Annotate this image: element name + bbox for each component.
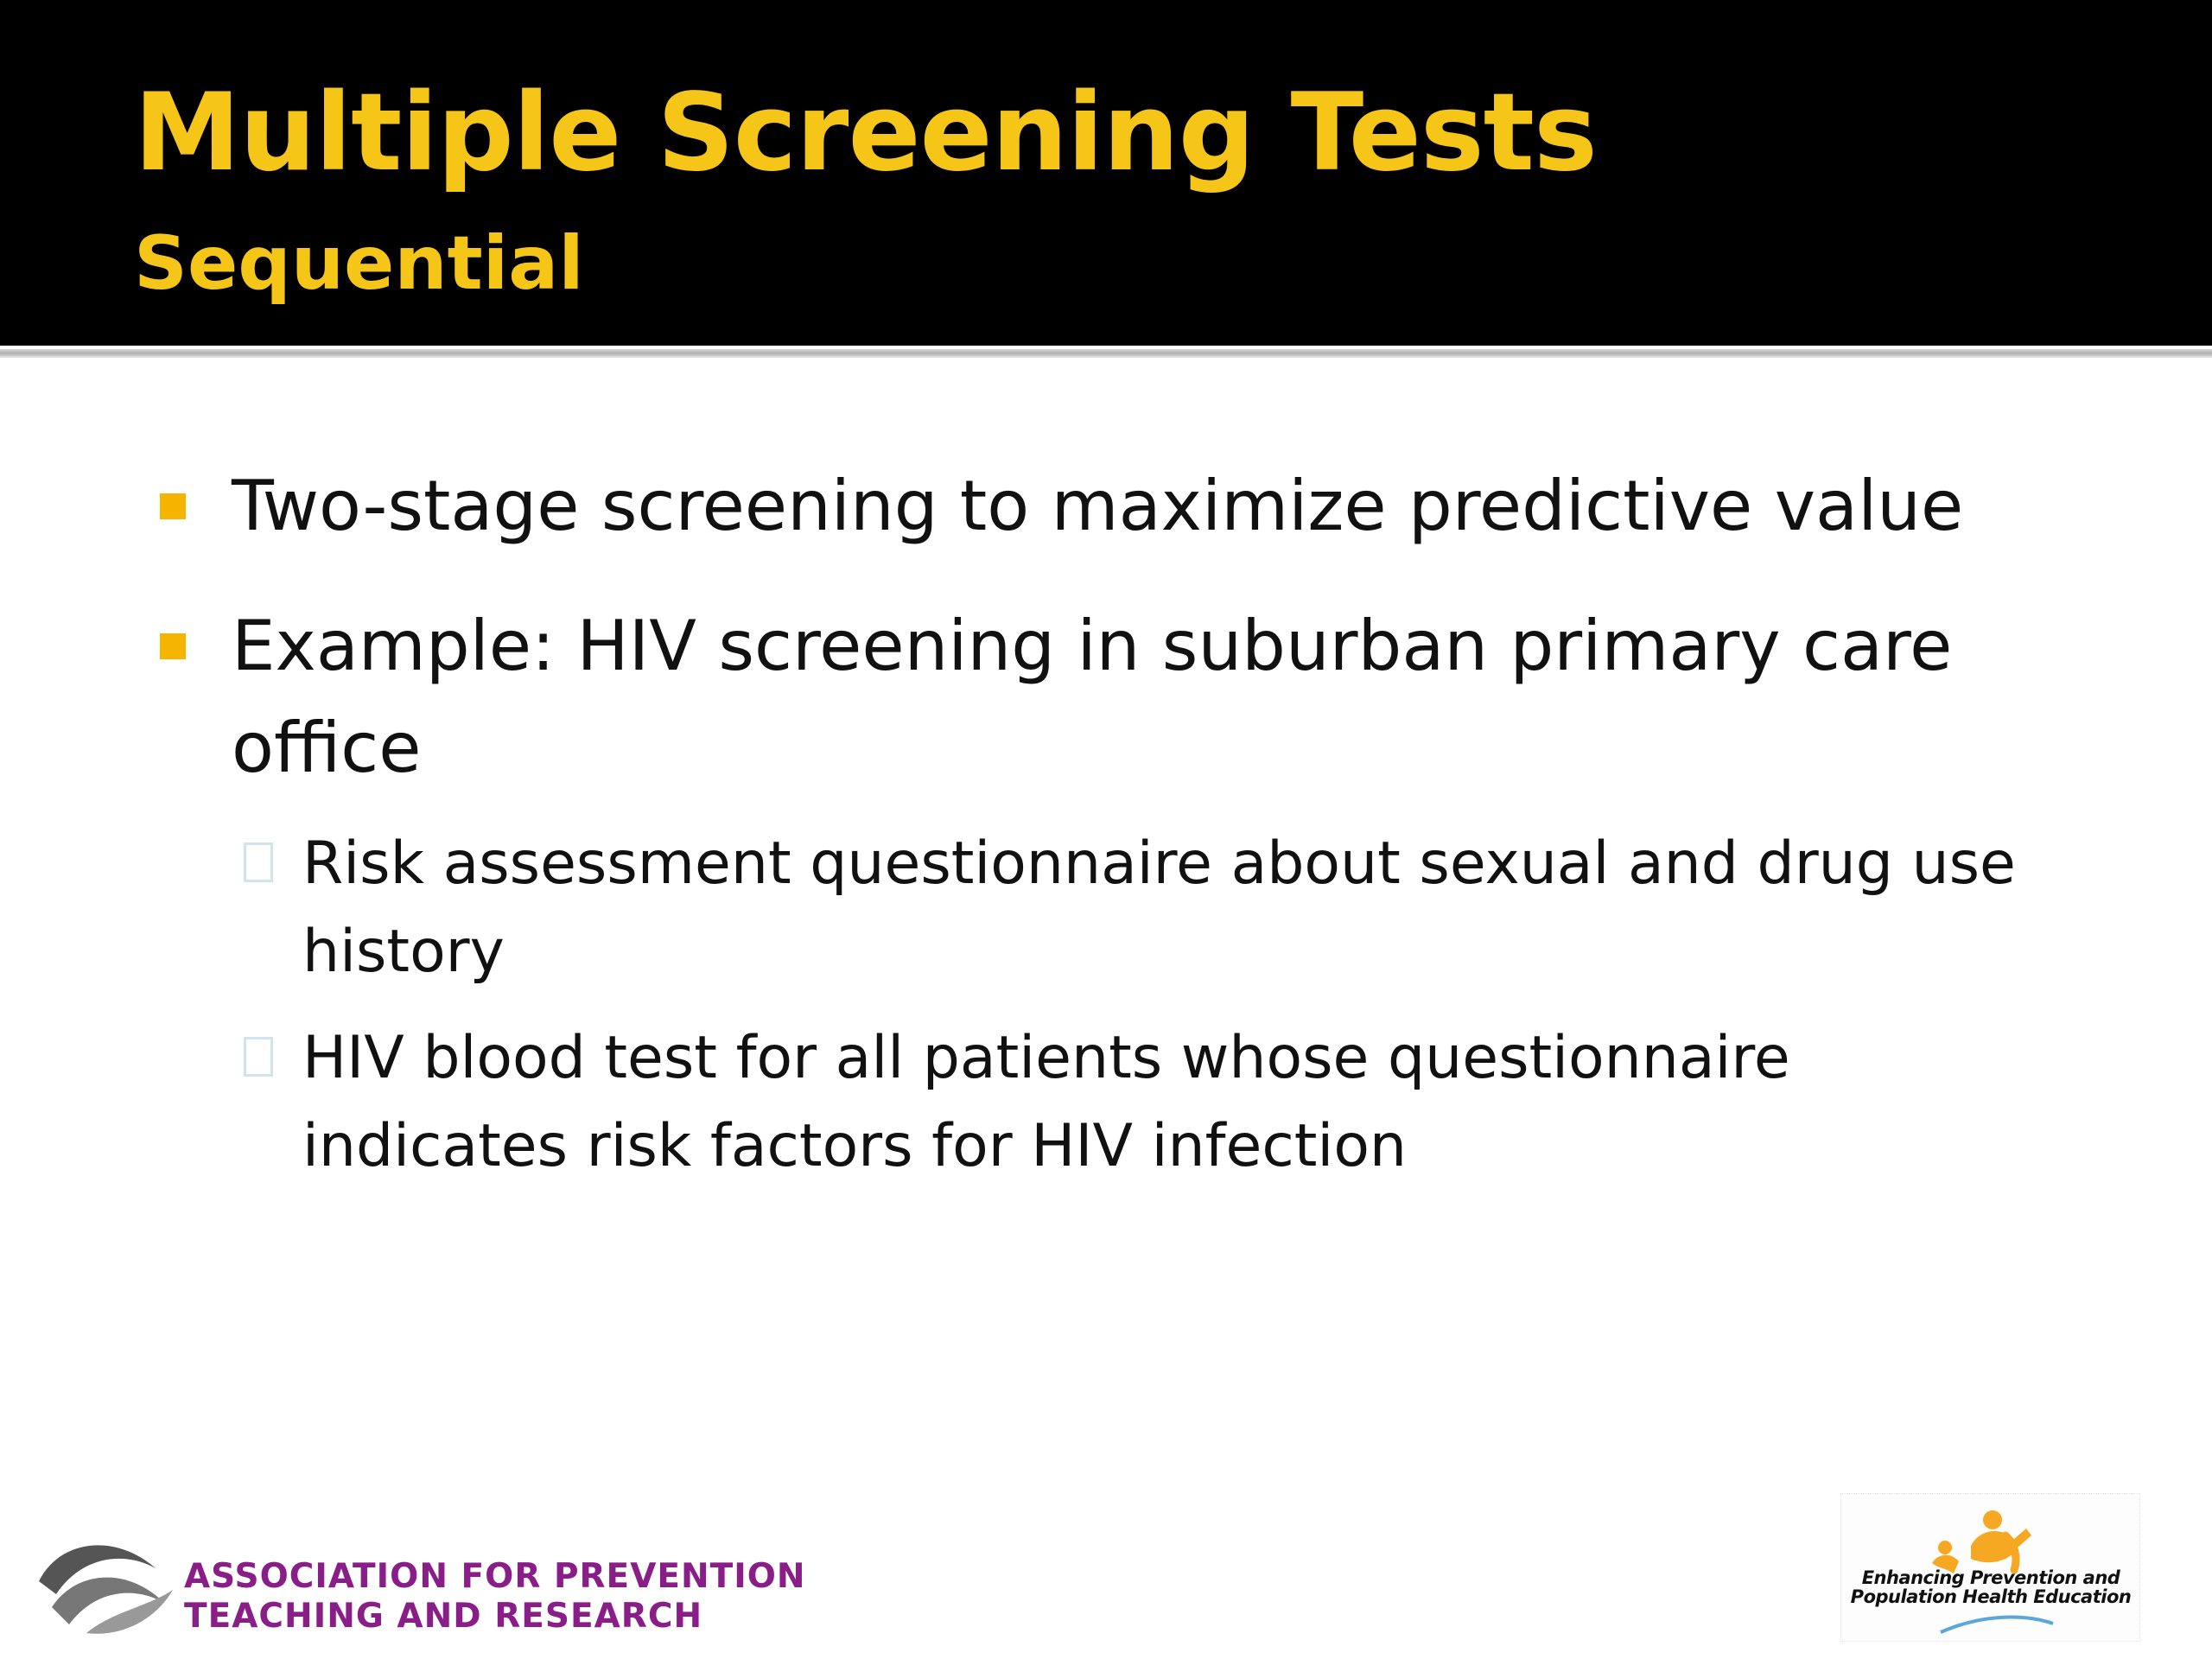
bullet-text: Example: HIV screening in suburban primary care — [232, 606, 1953, 686]
slide-title: Multiple Screening Tests — [134, 71, 1597, 195]
logo-right-line2: Population Health Education — [1850, 1586, 2132, 1607]
epphe-logo — [1840, 1493, 2140, 1642]
sub-bullet-text: history — [302, 918, 505, 986]
org-name — [184, 1557, 806, 1637]
sub-bullet-marker — [244, 842, 273, 882]
org-name-line1: ASSOCIATION FOR PREVENTION — [184, 1557, 806, 1596]
logo-right-text — [1847, 1568, 2135, 1606]
bullet-text: Two-stage screening to maximize predictive value — [232, 466, 1964, 546]
logo-right-line1: Enhancing Prevention and — [1861, 1567, 2120, 1588]
bullet-marker — [160, 493, 186, 519]
sub-bullet-text: indicates risk factors for HIV infection — [302, 1112, 1408, 1180]
aptr-swoosh-logo-icon — [35, 1521, 181, 1642]
sub-bullet-text: Risk assessment questionnaire about sexual and drug use — [302, 830, 2016, 898]
org-name-line2: TEACHING AND RESEARCH — [184, 1597, 703, 1636]
sub-bullet-marker — [244, 1037, 273, 1077]
sub-bullet-text: HIV blood test for all patients whose questionnaire — [302, 1024, 1790, 1092]
bullet-marker — [160, 633, 186, 659]
slide-subtitle: Sequential — [134, 220, 584, 307]
bullet-text: office — [232, 708, 422, 788]
